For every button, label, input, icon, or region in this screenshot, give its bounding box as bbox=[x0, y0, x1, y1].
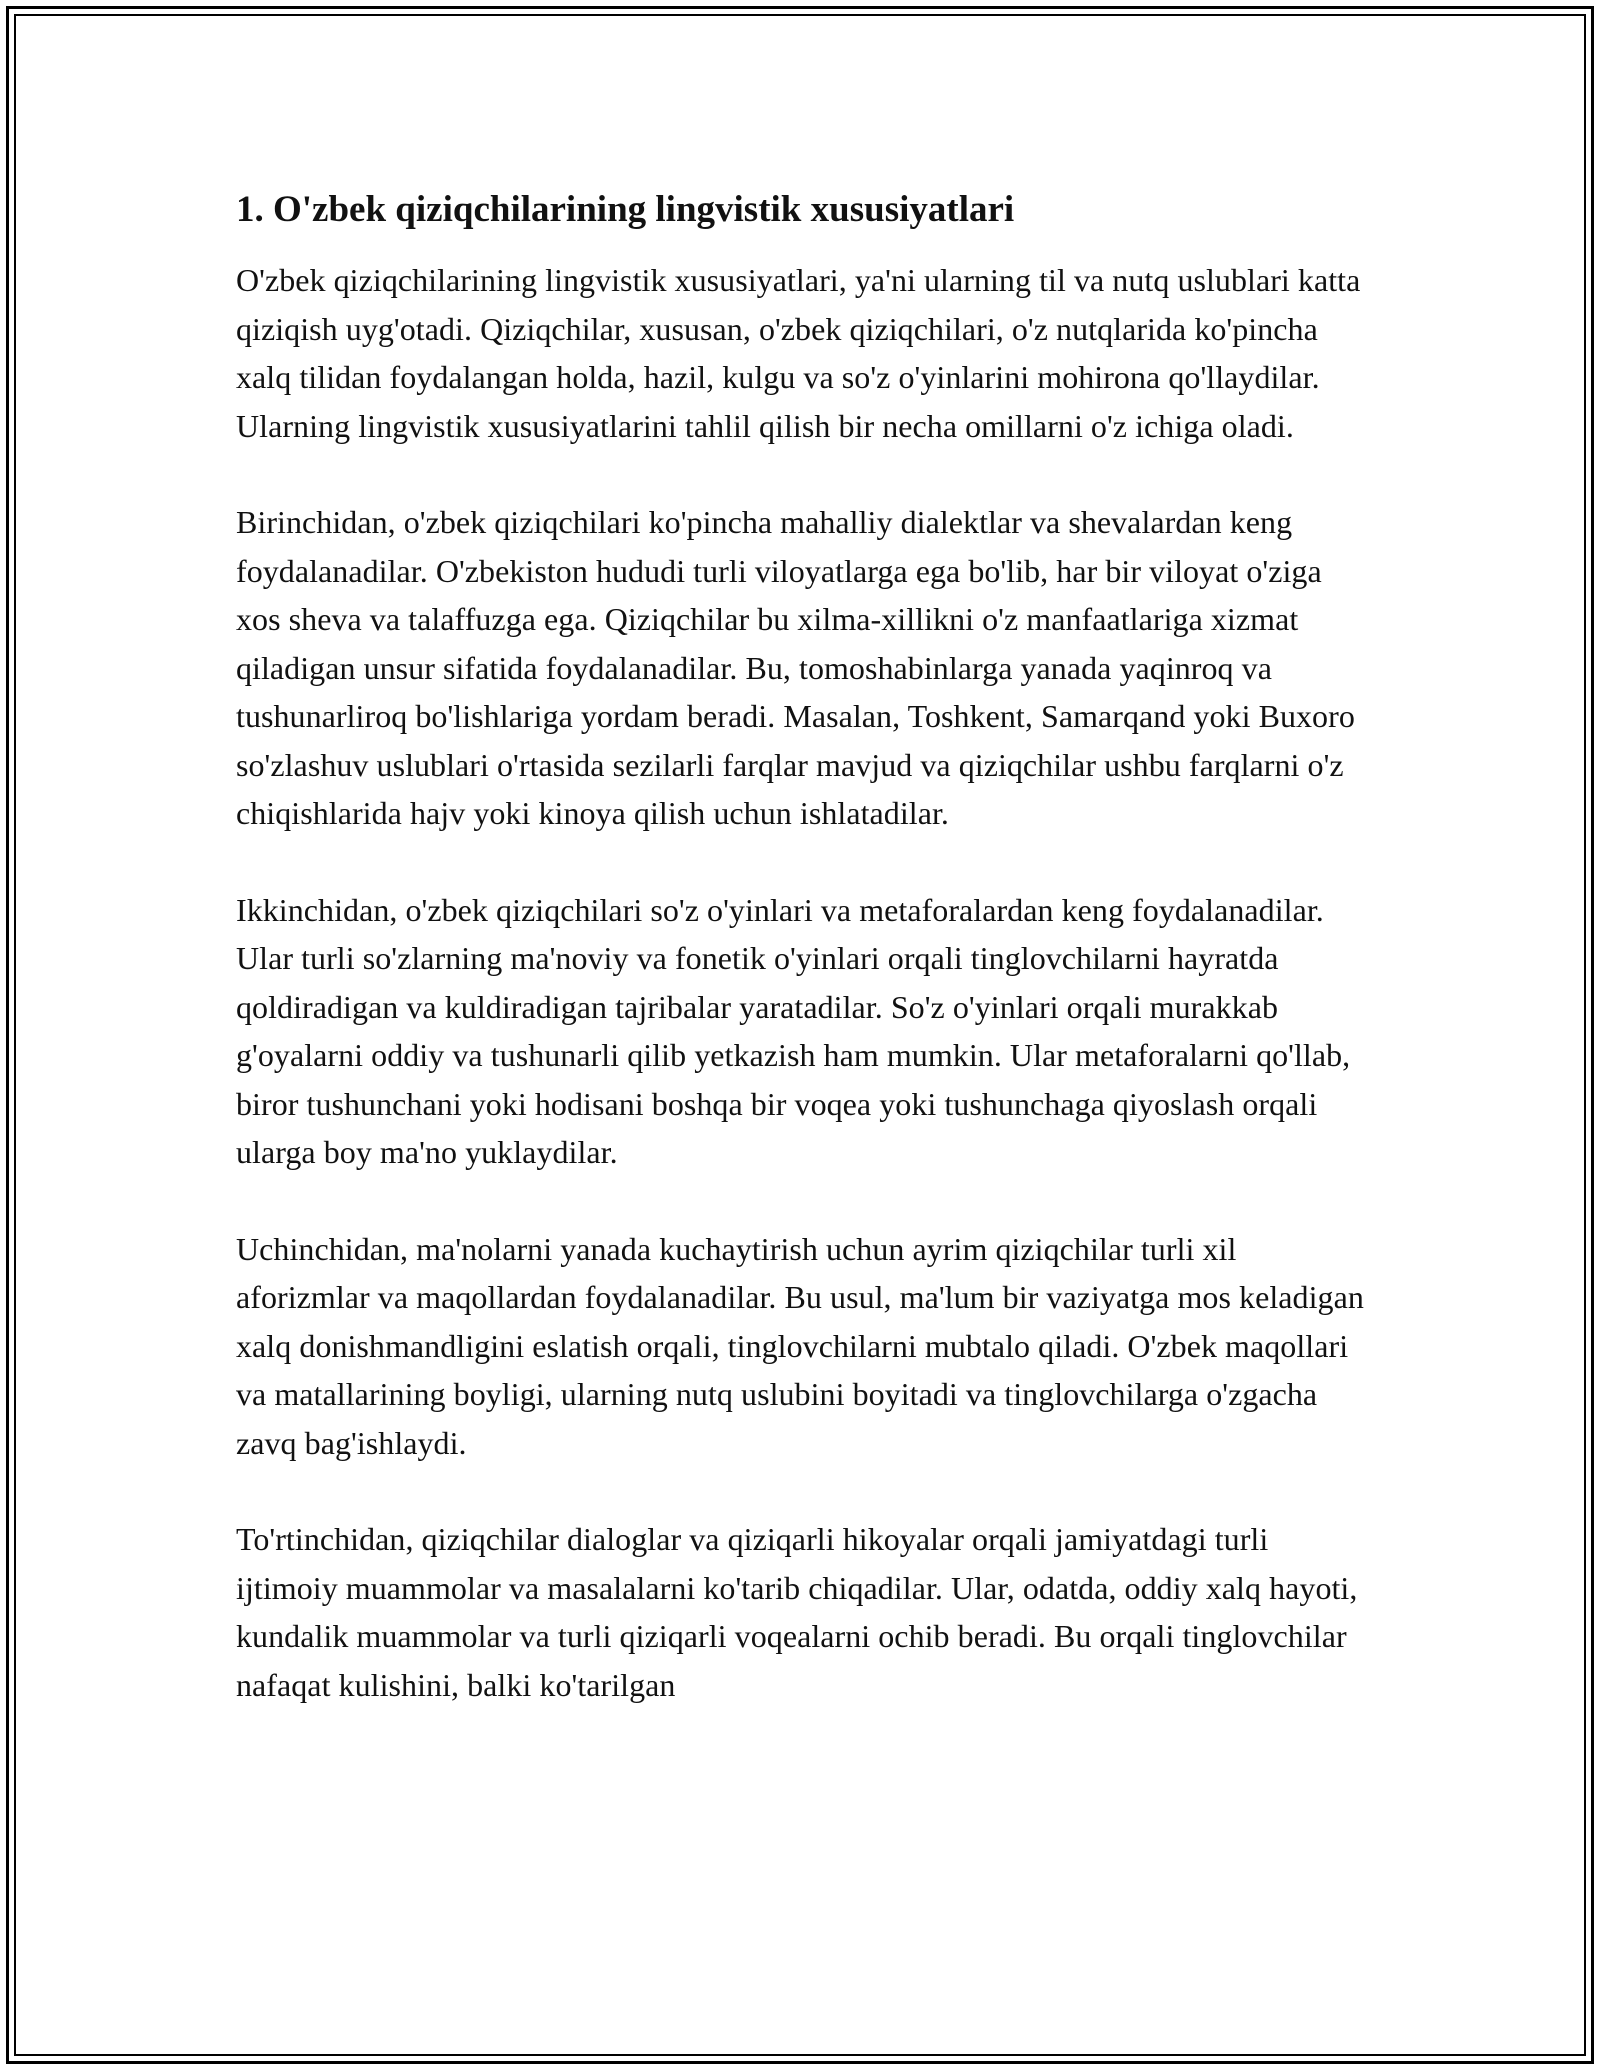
paragraph-2: Birinchidan, o'zbek qiziqchilari ko'pincha mahalliy dialektlar va shevalardan keng foydalanadilar. O'zbekiston hududi turli viloyatlarga ega bo'lib, har bir viloyat o'ziga xos sheva va talaffuzga ega. Qiziqchilar bu xilma-xillikni o'z manfaatlariga xizmat qiladigan unsur sifatida foydalanadilar. Bu, tomoshabinlarga yanada yaqinroq va tushunarliroq bo'lishlariga yordam beradi. Masalan, Toshkent, Samarqand yoki Buxoro so'zlashuv uslublari o'rtasida sezilarli farqlar mavjud va qiziqchilar ushbu farqlarni o'z chiqishlarida hajv yoki kinoya qilish uchun ishlatadilar. bbox=[236, 504, 1355, 831]
paragraph-1: O'zbek qiziqchilarining lingvistik xususiyatlari, ya'ni ularning til va nutq uslublari katta qiziqish uyg'otadi. Qiziqchilar, xususan, o'zbek qiziqchilari, o'z nutqlarida ko'pincha xalq tilidan foydalangan holda, hazil, kulgu va so'z o'yinlarini mohirona qo'llaydilar. Ularning lingvistik xususiyatlarini tahlil qilish bir necha omillarni o'z ichiga oladi. bbox=[236, 262, 1361, 444]
paragraph-3: Ikkinchidan, o'zbek qiziqchilari so'z o'yinlari va metaforalardan keng foydalanadilar. Ular turli so'zlarning ma'noviy va fonetik o'yinlari orqali tinglovchilarni hayratda qoldiradigan va kuldiradigan tajribalar yaratadilar. So'z o'yinlari orqali murakkab g'oyalarni oddiy va tushunarli qilib yetkazish ham mumkin. Ular metaforalarni qo'llab, biror tushunchani yoki hodisani boshqa bir voqea yoki tushunchaga qiyoslash orqali ularga boy ma'no yuklaydilar. bbox=[236, 891, 1351, 1170]
paragraph-4: Uchinchidan, ma'nolarni yanada kuchaytirish uchun ayrim qiziqchilar turli xil aforizmlar va maqollardan foydalanadilar. Bu usul, ma'lum bir vaziyatga mos keladigan xalq donishmandligini eslatish orqali, tinglovchilarni mubtalo qiladi. O'zbek maqollari va matallarining boyligi, ularning nutq uslubini boyitadi va tinglovchilarga o'zgacha zavq bag'ishlaydi. bbox=[236, 1230, 1364, 1461]
section-title: 1. O'zbek qiziqchilarining lingvistik xususiyatlari bbox=[236, 189, 1015, 230]
paragraph-5: To'rtinchidan, qiziqchilar dialoglar va qiziqarli hikoyalar orqali jamiyatdagi turli ijtimoiy muammolar va masalalarni ko'tarib chiqadilar. Ular, odatda, oddiy xalq hayoti, kundalik muammolar va turli qiziqarli voqealarni ochib beradi. Bu orqali tinglovchilar nafaqat kulishini, balki ko'tarilgan bbox=[236, 1521, 1358, 1703]
document-body bbox=[236, 186, 1366, 1709]
